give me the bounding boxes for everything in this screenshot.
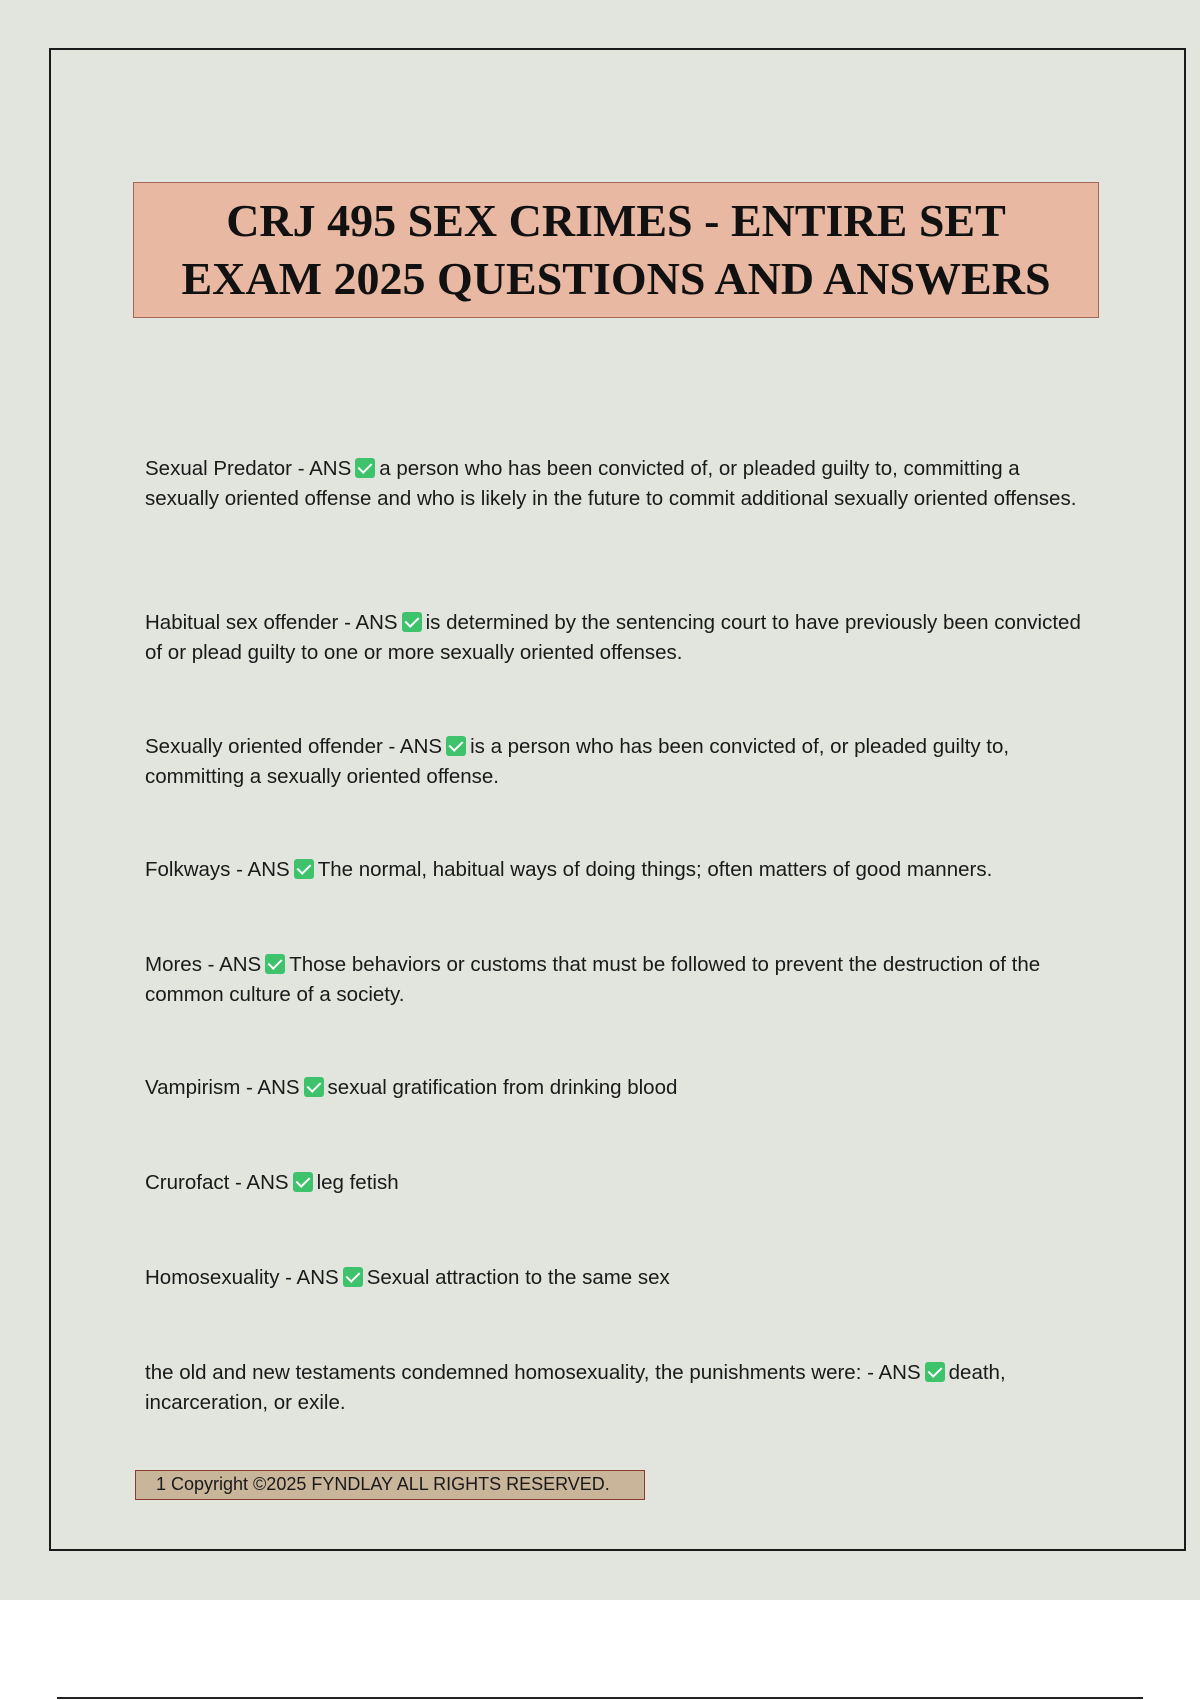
ans-marker: - ANS [235,1171,289,1194]
qa-term: Folkways [145,858,231,881]
qa-answer: is determined by the sentencing court to have previously been convicted of or plead guilty to one or more sexually oriented offenses. [145,611,1081,664]
qa-item [145,950,1095,1009]
ans-marker: - ANS [344,611,398,634]
qa-item [145,855,1095,885]
check-mark-icon [304,1077,324,1097]
title-banner [133,182,1099,318]
ans-marker: - ANS [297,457,352,480]
check-mark-icon [355,458,375,478]
qa-term: Sexually oriented offender [145,735,383,758]
check-mark-icon [265,954,285,974]
qa-item [145,454,1095,513]
check-mark-icon [293,1172,313,1192]
qa-item [145,1073,1095,1103]
qa-answer: Those behaviors or customs that must be followed to prevent the destruction of the common culture of a society. [145,953,1041,1006]
check-mark-icon [925,1362,945,1382]
qa-term: Crurofact [145,1171,230,1194]
ans-marker: - ANS [285,1266,339,1289]
qa-item [145,1358,1095,1417]
qa-answer: a person who has been convicted of, or pleaded guilty to, committing a sexually oriented offense and who is likely in the future to commit additional sexually oriented offenses. [145,457,1077,510]
copyright-footer: 1 Copyright ©2025 FYNDLAY ALL RIGHTS RESERVED. [135,1470,645,1500]
ans-marker: - ANS [207,953,262,976]
check-mark-icon [294,859,314,879]
qa-answer: leg fetish [316,1171,399,1194]
qa-term: the old and new testaments condemned homosexuality, the punishments were: [145,1361,862,1384]
qa-term: Vampirism [145,1076,241,1099]
qa-item [145,1263,1095,1293]
qa-item [145,1168,1095,1198]
ans-marker: - ANS [388,735,443,758]
check-mark-icon [402,612,422,632]
qa-answer: is a person who has been convicted of, or pleaded guilty to, committing a sexually oriented offense. [145,735,1010,788]
ans-marker: - ANS [246,1076,300,1099]
ans-marker: - ANS [867,1361,921,1384]
title-line-2: EXAM 2025 QUESTIONS AND ANSWERS [181,253,1051,304]
qa-term: Mores [145,953,202,976]
qa-item [145,608,1095,667]
ans-marker: - ANS [236,858,290,881]
qa-term: Habitual sex offender [145,611,339,634]
qa-answer: sexual gratification from drinking blood [327,1076,678,1099]
check-mark-icon [343,1267,363,1287]
bottom-divider [57,1697,1143,1699]
qa-item [145,732,1095,791]
qa-answer: death, incarceration, or exile. [145,1361,1006,1414]
check-mark-icon [446,736,466,756]
title-line-1: CRJ 495 SEX CRIMES - ENTIRE SET [226,195,1006,246]
qa-answer: The normal, habitual ways of doing things; often matters of good manners. [317,858,993,881]
qa-answer: Sexual attraction to the same sex [366,1266,670,1289]
qa-term: Homosexuality [145,1266,280,1289]
qa-term: Sexual Predator [145,457,293,480]
